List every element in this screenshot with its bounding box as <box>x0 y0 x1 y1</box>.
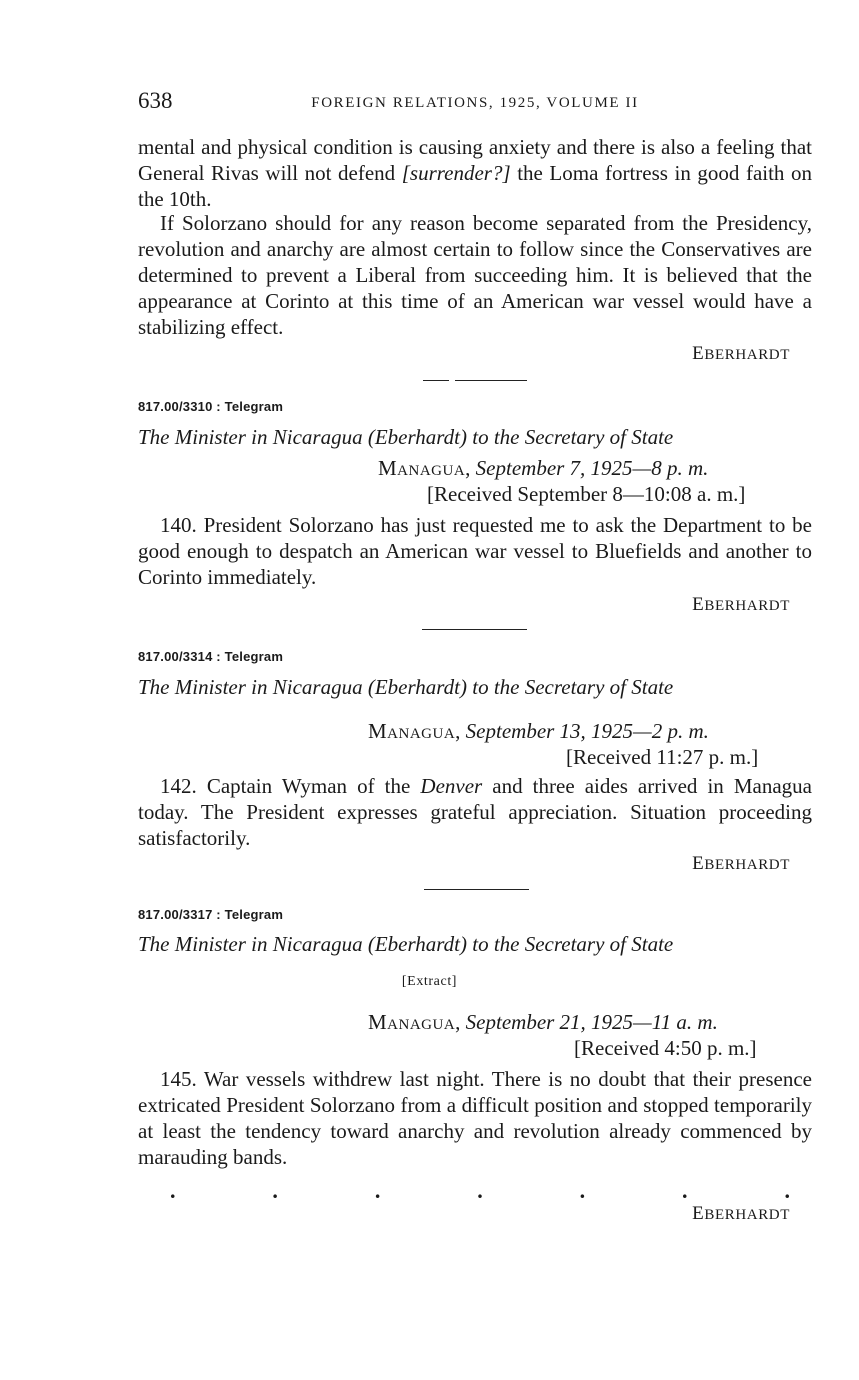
dateline: Managua, September 13, 1925—2 p. m. <box>368 719 709 743</box>
signature-rest: BERHARDT <box>704 598 790 614</box>
document-title: The Minister in Nicaragua (Eberhardt) to the Secretary of State <box>138 932 674 956</box>
separator-rule <box>422 629 527 630</box>
omission-dot: . <box>477 1178 483 1203</box>
signature <box>692 343 790 365</box>
omission-dot: . <box>784 1178 790 1203</box>
dateline-place: Managua <box>368 1010 456 1034</box>
received-note: [Received September 8—10:08 a. m.] <box>427 482 746 506</box>
file-number: 817.00/3310 : Telegram <box>138 399 284 414</box>
editorial-insertion: [surrender?] <box>401 161 511 185</box>
dateline-place: Managua <box>368 719 456 743</box>
separator-rule <box>455 380 527 381</box>
continuation-text-end: the Loma fortress in good faith on the 10th. <box>138 161 812 211</box>
telegram-text-end: and three aides arrived in Managua today. The President expresses grateful appreciation. Situation proceeding satisfactorily. <box>138 774 812 850</box>
signature <box>692 853 790 875</box>
dateline-date: September 13, 1925—2 p. m. <box>465 719 709 743</box>
dateline: Managua, September 7, 1925—8 p. m. <box>378 456 709 480</box>
omission-marks <box>170 1178 790 1203</box>
dateline-place: Managua <box>378 456 466 480</box>
ship-name: Denver <box>420 774 483 798</box>
continuation-paragraph <box>138 134 812 212</box>
page-header <box>138 88 812 120</box>
dateline: Managua, September 21, 1925—11 a. m. <box>368 1010 718 1034</box>
signature-initial: E <box>692 853 705 874</box>
omission-dot: . <box>374 1178 381 1203</box>
extract-note: [Extract] <box>401 974 458 989</box>
telegram-body <box>138 773 812 851</box>
signature-initial: E <box>692 343 705 364</box>
signature-rest: BERHARDT <box>704 857 790 873</box>
file-number: 817.00/3317 : Telegram <box>138 907 284 922</box>
received-note: [Received 11:27 p. m.] <box>566 745 759 769</box>
paragraph <box>138 210 812 340</box>
omission-dot: . <box>682 1178 688 1203</box>
document-title: The Minister in Nicaragua (Eberhardt) to the Secretary of State <box>138 675 674 699</box>
continuation-text: mental and physical condition is causing anxiety and there is also a feeling that General Rivas will not defend <box>138 135 812 185</box>
file-number: 817.00/3314 : Telegram <box>138 649 284 664</box>
signature <box>692 1203 790 1225</box>
signature-rest: BERHARDT <box>704 347 790 363</box>
separator-rule-short <box>423 380 449 381</box>
telegram-text: 142. Captain Wyman of the <box>160 774 421 798</box>
paragraph-text: If Solorzano should for any reason become separated from the Presidency, revolution and anarchy are almost certain to follow since the Conservatives are determined to prevent a Liberal from succeeding him. It is believed that the appearance at Corinto at this time of an American war vessel would have a stabilizing effect. <box>138 211 812 339</box>
telegram-body <box>138 512 812 590</box>
telegram-text: 145. War vessels withdrew last night. There is no doubt that their presence extricated President Solorzano from a difficult position and stopped temporarily at least the tendency toward anarchy and revolution already commenced by marauding bands. <box>138 1067 812 1169</box>
signature-initial: E <box>692 594 705 615</box>
running-head: FOREIGN RELATIONS, 1925, VOLUME II <box>311 95 639 111</box>
signature-initial: E <box>692 1203 705 1224</box>
dateline-date: September 21, 1925—11 a. m. <box>465 1010 718 1034</box>
dateline-date: September 7, 1925—8 p. m. <box>475 456 709 480</box>
signature <box>692 594 790 616</box>
document-title: The Minister in Nicaragua (Eberhardt) to the Secretary of State <box>138 425 674 449</box>
page-number: 638 <box>138 88 173 113</box>
telegram-body <box>138 1066 812 1170</box>
telegram-text: 140. President Solorzano has just requested me to ask the Department to be good enough to despatch an American war vessel to Bluefields and another to Corinto immediately. <box>138 513 812 589</box>
separator-rule <box>424 889 529 890</box>
signature-rest: BERHARDT <box>704 1207 790 1223</box>
omission-dot: . <box>579 1178 586 1203</box>
omission-dot: . <box>170 1178 176 1203</box>
omission-dot: . <box>272 1178 278 1203</box>
received-note: [Received 4:50 p. m.] <box>574 1036 757 1060</box>
